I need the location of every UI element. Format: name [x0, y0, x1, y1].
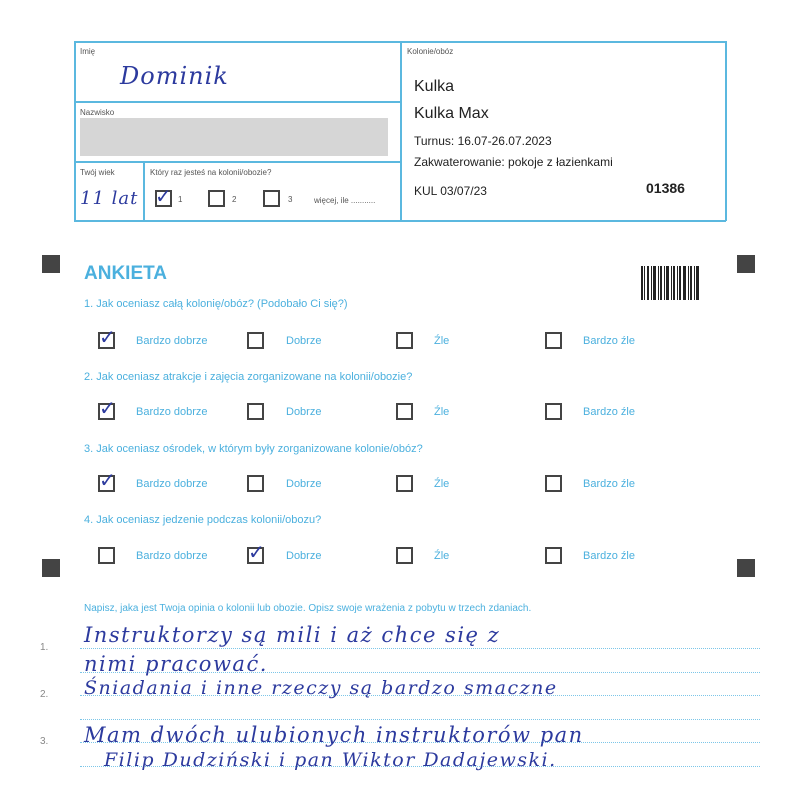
- q1-option-bardzo-dobrze: Bardzo dobrze: [136, 335, 208, 347]
- q4-option-bardzo-dobrze: Bardzo dobrze: [136, 550, 208, 562]
- q3-option-dobrze: Dobrze: [286, 478, 322, 490]
- q2-option-dobrze-checkbox[interactable]: [247, 403, 264, 420]
- q1-option-bardzo-zle-checkbox[interactable]: [545, 332, 562, 349]
- q3-check-mark: ✓: [99, 468, 116, 492]
- times-option-1: 1: [178, 195, 183, 204]
- q3-option-zle-checkbox[interactable]: [396, 475, 413, 492]
- registration-marker-bl: [42, 559, 60, 577]
- q2-option-bardzo-zle-checkbox[interactable]: [545, 403, 562, 420]
- q3-option-bardzo-zle: Bardzo źle: [583, 478, 635, 490]
- camp-name-2: Kulka Max: [414, 105, 489, 122]
- q4-option-dobrze: Dobrze: [286, 550, 322, 562]
- question-2: 2. Jak oceniasz atrakcje i zajęcia zorganizowane na kolonii/obozie?: [84, 371, 413, 383]
- camp-label: Kolonie/obóz: [407, 47, 454, 56]
- registration-marker-br: [737, 559, 755, 577]
- q3-option-bardzo-dobrze: Bardzo dobrze: [136, 478, 208, 490]
- q4-option-bardzo-dobrze-checkbox[interactable]: [98, 547, 115, 564]
- registration-marker-tr: [737, 255, 755, 273]
- opinion-handwriting-line-2[interactable]: nimi pracować.: [84, 652, 268, 676]
- opinion-handwriting-line-4[interactable]: Mam dwóch ulubionych instruktorów pan: [84, 723, 584, 747]
- q2-option-zle: Źle: [434, 406, 450, 418]
- registration-marker-tl: [42, 255, 60, 273]
- q1-option-dobrze: Dobrze: [286, 335, 322, 347]
- times-option-2: 2: [232, 195, 237, 204]
- times-label: Który raz jesteś na kolonii/obozie?: [150, 168, 272, 177]
- q1-check-mark: ✓: [99, 325, 116, 349]
- q4-check-mark: ✓: [248, 540, 265, 564]
- camp-name: Kulka: [414, 78, 455, 95]
- question-4: 4. Jak oceniasz jedzenie podczas kolonii/obozu?: [84, 514, 322, 526]
- q4-option-bardzo-zle-checkbox[interactable]: [545, 547, 562, 564]
- opinion-handwriting-line-5[interactable]: Filip Dudziński i pan Wiktor Dadajewski.: [104, 749, 557, 771]
- q3-option-dobrze-checkbox[interactable]: [247, 475, 264, 492]
- line-number-2: 2.: [40, 689, 49, 700]
- opinion-handwriting-line-3[interactable]: Śniadania i inne rzeczy są bardzo smaczne: [84, 677, 558, 699]
- q1-option-zle-checkbox[interactable]: [396, 332, 413, 349]
- opinion-prompt: Napisz, jaka jest Twoja opinia o kolonii lub obozie. Opisz swoje wrażenia z pobytu w trzech zdaniach.: [84, 603, 532, 614]
- line-number-1: 1.: [40, 642, 49, 653]
- times-option-3: 3: [288, 195, 293, 204]
- times-check-mark: ✓: [155, 184, 172, 208]
- barcode: [641, 266, 701, 300]
- age-label: Twój wiek: [80, 168, 115, 177]
- surname-label: Nazwisko: [80, 108, 115, 117]
- name-label: Imię: [80, 47, 96, 56]
- line-number-3: 3.: [40, 736, 49, 747]
- camp-code: KUL 03/07/23: [414, 184, 487, 198]
- survey-title: ANKIETA: [84, 263, 168, 284]
- turnus-text: Turnus: 16.07-26.07.2023: [414, 134, 552, 148]
- writing-line: [80, 719, 760, 720]
- q1-option-bardzo-zle: Bardzo źle: [583, 335, 635, 347]
- form-number: 01386: [646, 180, 685, 196]
- q4-option-zle: Źle: [434, 550, 450, 562]
- q2-option-dobrze: Dobrze: [286, 406, 322, 418]
- q3-option-zle: Źle: [434, 478, 450, 490]
- q2-check-mark: ✓: [99, 396, 116, 420]
- times-checkbox-2[interactable]: [208, 190, 225, 207]
- accommodation-text: Zakwaterowanie: pokoje z łazienkami: [414, 155, 613, 169]
- q1-option-dobrze-checkbox[interactable]: [247, 332, 264, 349]
- q3-option-bardzo-zle-checkbox[interactable]: [545, 475, 562, 492]
- q2-option-zle-checkbox[interactable]: [396, 403, 413, 420]
- q4-option-bardzo-zle: Bardzo źle: [583, 550, 635, 562]
- name-value[interactable]: Dominik: [120, 62, 229, 90]
- surname-redaction: [80, 118, 388, 156]
- q1-option-zle: Źle: [434, 335, 450, 347]
- q2-option-bardzo-zle: Bardzo źle: [583, 406, 635, 418]
- writing-line: [80, 648, 760, 649]
- times-checkbox-3[interactable]: [263, 190, 280, 207]
- q4-option-zle-checkbox[interactable]: [396, 547, 413, 564]
- times-more-label: więcej, ile ...........: [314, 196, 376, 205]
- opinion-handwriting-line-1[interactable]: Instruktorzy są mili i aż chce się z: [84, 623, 501, 647]
- question-1: 1. Jak oceniasz całą kolonię/obóz? (Podobało Ci się?): [84, 298, 348, 310]
- age-value[interactable]: 11 lat: [80, 188, 139, 209]
- question-3: 3. Jak oceniasz ośrodek, w którym były zorganizowane kolonie/obóz?: [84, 443, 423, 455]
- q2-option-bardzo-dobrze: Bardzo dobrze: [136, 406, 208, 418]
